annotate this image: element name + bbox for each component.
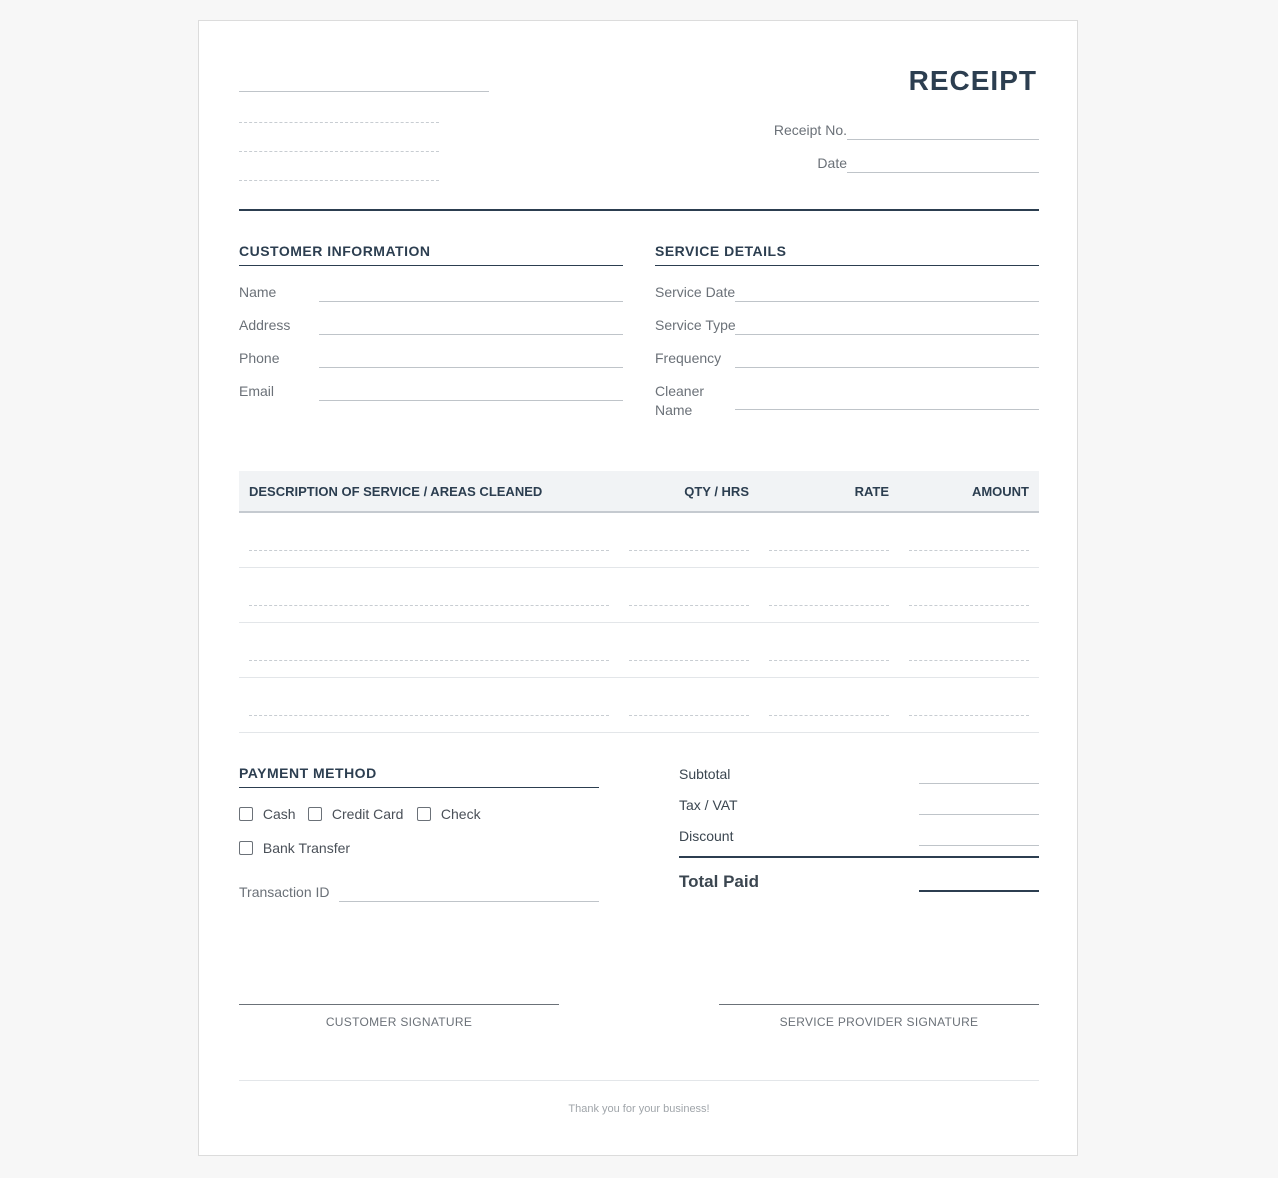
service-date-label: Service Date xyxy=(655,284,736,300)
row-3-amount[interactable] xyxy=(909,660,1029,661)
row-4-qty[interactable] xyxy=(629,715,749,716)
customer-info-title: CUSTOMER INFORMATION xyxy=(239,243,431,259)
cleaner-name-label: Cleaner Name xyxy=(655,383,705,418)
row-1-rate[interactable] xyxy=(769,550,889,551)
company-address-line-1[interactable] xyxy=(239,122,439,123)
row-2-qty[interactable] xyxy=(629,605,749,606)
date-field[interactable] xyxy=(847,172,1039,173)
subtotal-field[interactable] xyxy=(919,783,1039,784)
subtotal-label: Subtotal xyxy=(679,766,731,782)
total-paid-label: Total Paid xyxy=(679,872,759,891)
provider-signature-label: SERVICE PROVIDER SIGNATURE xyxy=(779,1015,979,1029)
check-checkbox[interactable] xyxy=(417,807,431,821)
company-address-line-2[interactable] xyxy=(239,151,439,152)
payment-method-rule xyxy=(239,787,599,788)
column-amount: AMOUNT xyxy=(971,484,1029,499)
row-3-divider xyxy=(239,677,1039,678)
customer-address-label: Address xyxy=(239,317,291,333)
row-1-divider xyxy=(239,567,1039,568)
company-name-line[interactable] xyxy=(239,91,489,92)
receipt-title: RECEIPT xyxy=(908,65,1037,96)
row-3-qty[interactable] xyxy=(629,660,749,661)
row-2-amount[interactable] xyxy=(909,605,1029,606)
customer-name-label: Name xyxy=(239,284,277,300)
cash-label: Cash xyxy=(262,806,296,823)
receipt-no-label: Receipt No. xyxy=(773,122,847,138)
totals-divider xyxy=(679,856,1039,858)
credit-card-checkbox[interactable] xyxy=(308,807,322,821)
row-2-description[interactable] xyxy=(249,605,609,606)
frequency-field[interactable] xyxy=(735,367,1039,368)
row-1-qty[interactable] xyxy=(629,550,749,551)
company-address-line-3[interactable] xyxy=(239,180,439,181)
discount-field[interactable] xyxy=(919,845,1039,846)
customer-phone-field[interactable] xyxy=(319,367,623,368)
row-2-divider xyxy=(239,622,1039,623)
receipt-page xyxy=(198,20,1078,1156)
customer-info-rule xyxy=(239,265,623,266)
payment-option-check[interactable] xyxy=(417,805,481,822)
transaction-id-field[interactable] xyxy=(339,901,599,902)
credit-card-label: Credit Card xyxy=(331,806,404,823)
row-4-divider xyxy=(239,732,1039,733)
service-details-rule xyxy=(655,265,1039,266)
service-date-field[interactable] xyxy=(735,301,1039,302)
row-4-description[interactable] xyxy=(249,715,609,716)
row-4-amount[interactable] xyxy=(909,715,1029,716)
discount-label: Discount xyxy=(679,828,734,844)
customer-phone-label: Phone xyxy=(239,350,280,366)
row-1-description[interactable] xyxy=(249,550,609,551)
payment-option-bank-transfer[interactable] xyxy=(239,839,350,856)
customer-email-field[interactable] xyxy=(319,400,623,401)
tax-vat-field[interactable] xyxy=(919,814,1039,815)
total-paid-field[interactable] xyxy=(919,890,1039,892)
footer-thanks: Thank you for your business! xyxy=(568,1103,710,1115)
customer-address-field[interactable] xyxy=(319,334,623,335)
customer-email-label: Email xyxy=(239,383,275,399)
bank-transfer-checkbox[interactable] xyxy=(239,841,253,855)
column-qty-hrs: QTY / HRS xyxy=(684,484,749,499)
frequency-label: Frequency xyxy=(655,350,722,366)
payment-option-credit-card[interactable] xyxy=(308,805,403,822)
payment-method-title: PAYMENT METHOD xyxy=(239,765,377,781)
transaction-id-label: Transaction ID xyxy=(239,884,330,900)
service-details-title: SERVICE DETAILS xyxy=(655,243,787,259)
receipt-no-field[interactable] xyxy=(847,139,1039,140)
service-type-label: Service Type xyxy=(655,317,736,333)
provider-signature-line[interactable] xyxy=(719,1004,1039,1005)
header-divider xyxy=(239,209,1039,211)
row-1-amount[interactable] xyxy=(909,550,1029,551)
row-3-description[interactable] xyxy=(249,660,609,661)
customer-signature-label: CUSTOMER SIGNATURE xyxy=(325,1015,473,1029)
service-type-field[interactable] xyxy=(735,334,1039,335)
tax-vat-label: Tax / VAT xyxy=(679,797,738,813)
cleaner-name-field[interactable] xyxy=(735,409,1039,410)
date-label: Date xyxy=(817,155,847,171)
row-3-rate[interactable] xyxy=(769,660,889,661)
cash-checkbox[interactable] xyxy=(239,807,253,821)
customer-signature-line[interactable] xyxy=(239,1004,559,1005)
check-label: Check xyxy=(440,806,481,823)
row-2-rate[interactable] xyxy=(769,605,889,606)
column-rate: RATE xyxy=(854,484,889,499)
row-4-rate[interactable] xyxy=(769,715,889,716)
payment-option-cash[interactable] xyxy=(239,805,296,822)
bank-transfer-label: Bank Transfer xyxy=(262,840,351,857)
column-description: DESCRIPTION OF SERVICE / AREAS CLEANED xyxy=(249,484,543,499)
customer-name-field[interactable] xyxy=(319,301,623,302)
footer-divider xyxy=(239,1080,1039,1081)
